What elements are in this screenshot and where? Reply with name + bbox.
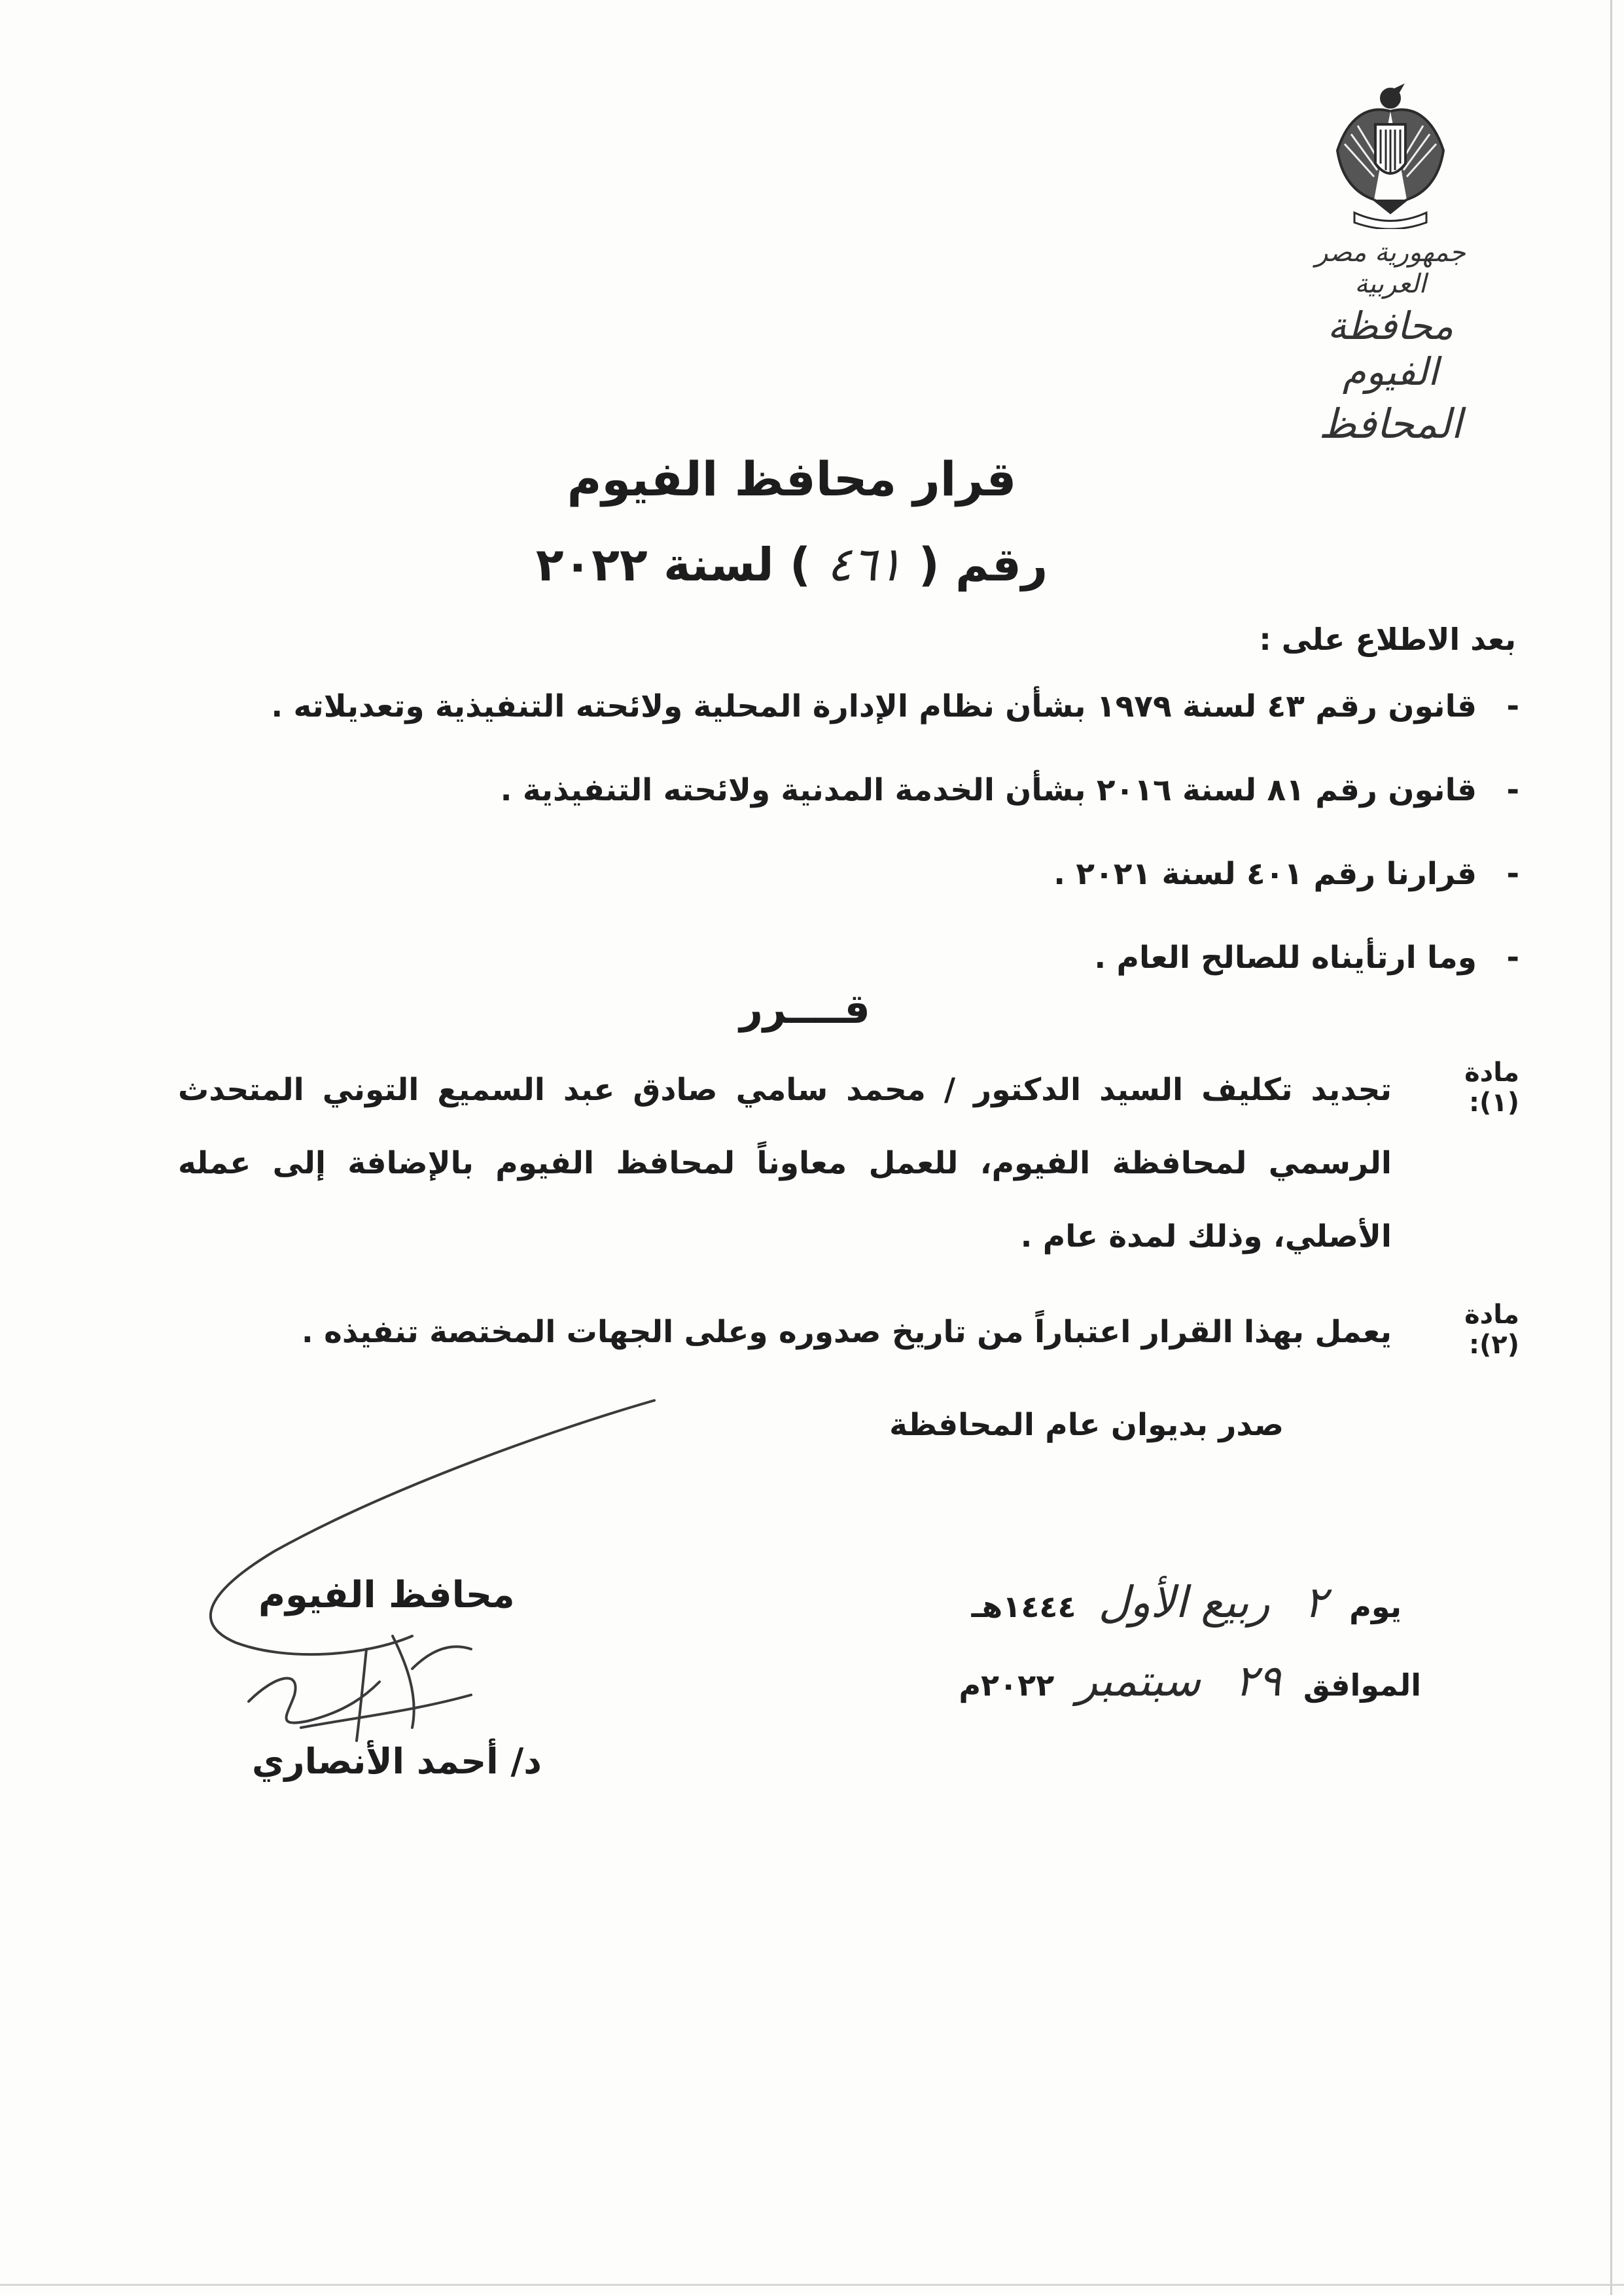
hijri-month: ربيع الأول — [1098, 1577, 1270, 1628]
article-label: مادة (٢): — [1464, 1300, 1519, 1360]
decree-number: ٤٦١ — [826, 537, 903, 592]
decree-title: قرار محافظ الفيوم — [567, 452, 1017, 507]
header-country-line: جمهورية مصر العربية — [1315, 238, 1466, 299]
preamble-list — [211, 681, 1519, 1016]
article-2 — [178, 1296, 1519, 1369]
gregorian-year: ٢٠٢٢م — [959, 1667, 1055, 1703]
header-governorate-line: محافظة الفيوم — [1327, 304, 1454, 394]
decision-heading: قــــرر — [739, 985, 870, 1033]
decree-number-prefix: رقم ( — [918, 538, 1048, 592]
gregorian-date-prefix: الموافق — [1303, 1667, 1421, 1703]
preamble-item: -وما ارتأيناه للصالح العام . — [1094, 940, 1519, 976]
article-text: تجديد تكليف السيد الدكتور / محمد سامي صادق عبد السميع التوني المتحدث الرسمي لمحافظة الفيوم، للعمل معاوناً لمحافظ الفيوم بالإضافة إلى عمله الأصلي، وذلك لمدة عام . — [178, 1072, 1392, 1254]
eagle-emblem-icon — [1328, 79, 1453, 229]
header-governor-line: المحافظ — [1318, 400, 1462, 448]
preamble-item: -قانون رقم ٨١ لسنة ٢٠١٦ بشأن الخدمة المدنية ولائحته التنفيذية . — [500, 772, 1519, 808]
hijri-day: ٢ — [1303, 1577, 1328, 1628]
scan-edge-bottom — [0, 2284, 1624, 2286]
hijri-date-prefix: يوم — [1349, 1589, 1402, 1624]
scan-edge-right — [1610, 0, 1612, 2295]
issued-at-line: صدر بديوان عام المحافظة — [889, 1407, 1284, 1443]
hijri-date-line — [972, 1577, 1402, 1628]
gregorian-date-line — [959, 1656, 1421, 1706]
signatory-title: محافظ الفيوم — [258, 1574, 515, 1616]
preamble-item: -قانون رقم ٤٣ لسنة ١٩٧٩ بشأن نظام الإدارة المحلية ولائحته التنفيذية وتعديلاته . — [271, 688, 1519, 724]
preamble-item: -قرارنا رقم ٤٠١ لسنة ٢٠٢١ . — [1053, 856, 1519, 892]
signatory-name: د/ أحمد الأنصاري — [252, 1741, 542, 1782]
article-label: مادة (١): — [1464, 1058, 1519, 1118]
article-1 — [178, 1054, 1519, 1273]
header-emblem-block — [1282, 79, 1498, 448]
hijri-year: ١٤٤٤هـ — [971, 1589, 1076, 1624]
decree-number-suffix: ) لسنة ٢٠٢٢ — [535, 538, 811, 592]
article-text: يعمل بهذا القرار اعتباراً من تاريخ صدوره وعلى الجهات المختصة تنفيذه . — [301, 1314, 1392, 1350]
gregorian-day: ٢٩ — [1235, 1656, 1281, 1706]
decree-number-line — [510, 537, 1073, 592]
gregorian-month: سبتمبر — [1076, 1656, 1201, 1706]
preamble-lead: بعد الاطلاع على : — [1259, 622, 1516, 657]
